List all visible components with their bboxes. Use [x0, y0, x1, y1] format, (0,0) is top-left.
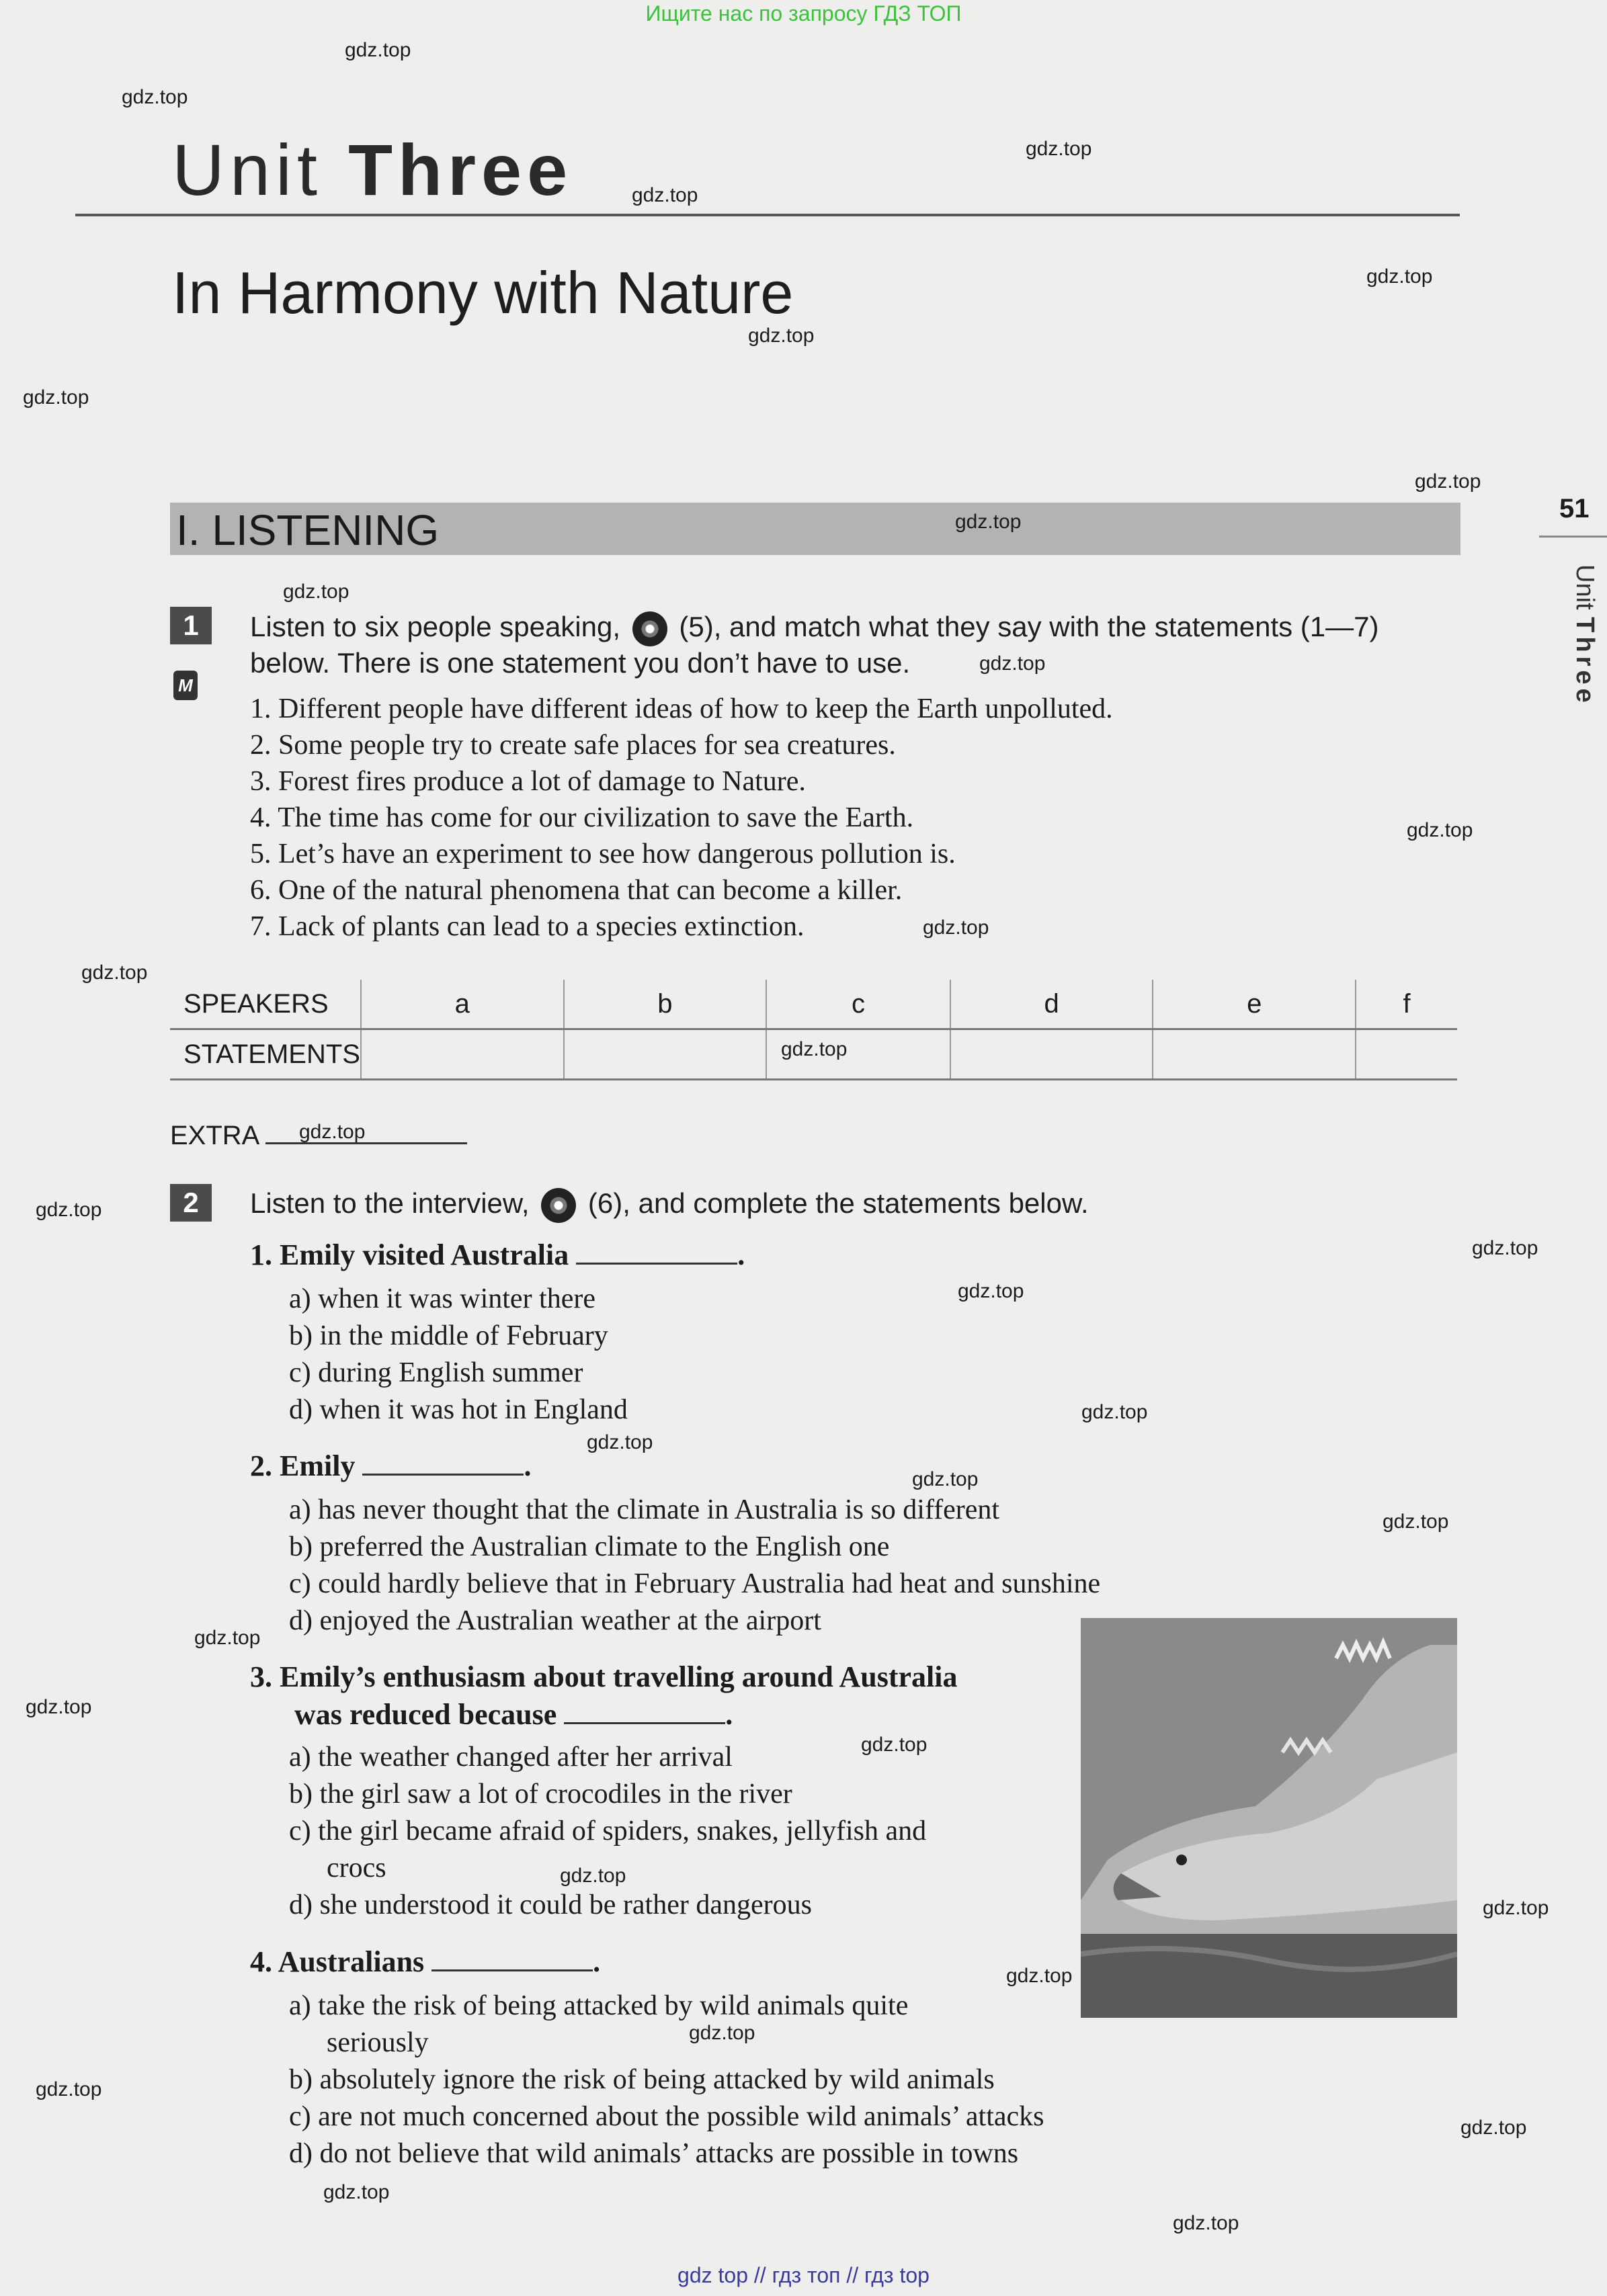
track-text: (5), and match what they say with the statements (1—7)	[679, 611, 1379, 642]
question-end: .	[737, 1238, 745, 1271]
list-item: 1. Different people have different ideas of how to keep the Earth unpolluted.	[250, 693, 1113, 724]
list-item: 5. Let’s have an experiment to see how dangerous pollution is.	[250, 839, 956, 869]
instruction-text: Listen to six people speaking,	[250, 611, 621, 642]
watermark: gdz.top	[923, 917, 989, 939]
speaker-cell: d	[950, 980, 1153, 1029]
list-item: 3. Forest fires produce a lot of damage to Nature.	[250, 766, 806, 797]
footer-links[interactable]: gdz top // гдз топ // гдз top	[677, 2263, 930, 2287]
question-stem-2: was reduced because	[294, 1698, 557, 1731]
option[interactable]: b) preferred the Australian climate to the English one	[289, 1531, 890, 1562]
speakers-label: SPEAKERS	[170, 980, 361, 1029]
question-number: 2.	[250, 1449, 272, 1482]
option[interactable]: b) in the middle of February	[289, 1320, 608, 1351]
question-2-options	[289, 1492, 1100, 1640]
crocodile-photo	[1081, 1618, 1457, 2018]
question-end: .	[725, 1698, 733, 1731]
answer-cell[interactable]	[950, 1029, 1153, 1080]
speaker-cell: b	[564, 980, 767, 1029]
answer-blank[interactable]	[362, 1453, 524, 1476]
extra-blank[interactable]	[265, 1122, 467, 1144]
cd-audio-icon[interactable]	[541, 1188, 576, 1223]
option[interactable]: d) enjoyed the Australian weather at the airport	[289, 1605, 821, 1636]
question-2	[250, 1447, 531, 1485]
watermark: gdz.top	[955, 511, 1022, 533]
side-unit-word: Unit	[1571, 564, 1599, 610]
watermark: gdz.top	[122, 86, 188, 108]
option[interactable]: a) the weather changed after her arrival	[289, 1742, 733, 1773]
list-item: 2. Some people try to create safe places for sea creatures.	[250, 730, 896, 761]
instruction-text-2: (6), and complete the statements below.	[587, 1187, 1089, 1219]
option[interactable]: c) are not much concerned about the possible wild animals’ attacks	[289, 2101, 1044, 2132]
section-title: I. LISTENING	[176, 506, 440, 554]
speaker-cell: a	[361, 980, 564, 1029]
watermark: gdz.top	[1006, 1965, 1073, 1987]
option[interactable]: a) take the risk of being attacked by wild animals quite	[289, 1990, 909, 2021]
option[interactable]: c) could hardly believe that in February Australia had heat and sunshine	[289, 1568, 1101, 1599]
watermark: gdz.top	[36, 2078, 102, 2100]
option[interactable]: a) has never thought that the climate in Australia is so different	[289, 1494, 1000, 1525]
answer-blank[interactable]	[576, 1242, 737, 1265]
watermark: gdz.top	[1173, 2212, 1239, 2234]
exercise-1-instruction	[250, 610, 1473, 680]
exercise-2-number: 2	[170, 1184, 212, 1222]
exercise-2-instruction	[250, 1187, 1473, 1223]
question-1-options	[289, 1281, 628, 1429]
question-1	[250, 1236, 745, 1274]
watermark: gdz.top	[299, 1121, 366, 1143]
watermark: gdz.top	[1383, 1511, 1449, 1533]
watermark: gdz.top	[1081, 1401, 1148, 1423]
speaker-cell: e	[1153, 980, 1356, 1029]
watermark: gdz.top	[1415, 470, 1481, 493]
watermark: gdz.top	[979, 652, 1046, 675]
watermark: gdz.top	[1460, 2117, 1527, 2139]
question-stem: Australians	[278, 1945, 425, 1978]
watermark: gdz.top	[194, 1627, 261, 1649]
statements-label: STATEMENTS	[170, 1029, 361, 1080]
unit-number: Three	[348, 129, 573, 210]
question-end: .	[593, 1945, 601, 1978]
m-marker-icon: M	[173, 671, 198, 700]
watermark: gdz.top	[283, 581, 349, 603]
watermark: gdz.top	[587, 1431, 653, 1453]
watermark: gdz.top	[1407, 819, 1473, 841]
question-3	[250, 1658, 957, 1734]
watermark: gdz.top	[81, 962, 148, 984]
watermark: gdz.top	[632, 184, 698, 206]
watermark: gdz.top	[1483, 1897, 1549, 1919]
title-divider	[75, 214, 1460, 216]
option-continuation: seriously	[327, 2027, 429, 2058]
watermark: gdz.top	[689, 2022, 755, 2044]
watermark: gdz.top	[912, 1468, 979, 1490]
question-4-options	[289, 1988, 1044, 2172]
watermark: gdz.top	[23, 386, 89, 409]
cd-audio-icon[interactable]	[632, 611, 667, 646]
list-item: 7. Lack of plants can lead to a species extinction.	[250, 911, 805, 942]
watermark: gdz.top	[748, 325, 815, 347]
answer-cell[interactable]	[361, 1029, 564, 1080]
speaker-cell: c	[766, 980, 950, 1029]
crocodile-illustration	[1081, 1618, 1457, 2018]
speaker-cell: f	[1356, 980, 1457, 1029]
list-item: 6. One of the natural phenomena that can become a killer.	[250, 875, 903, 906]
option[interactable]: d) do not believe that wild animals’ attacks are possible in towns	[289, 2138, 1019, 2169]
page-number-divider	[1539, 536, 1607, 538]
exercise-1-number: 1	[170, 607, 212, 644]
statements-list	[250, 691, 1393, 945]
watermark: gdz.top	[323, 2181, 390, 2203]
watermark: gdz.top	[781, 1038, 848, 1060]
question-4	[250, 1943, 600, 1981]
question-number: 3.	[250, 1660, 272, 1693]
option[interactable]: b) absolutely ignore the risk of being attacked by wild animals	[289, 2064, 995, 2095]
answer-blank[interactable]	[564, 1702, 725, 1724]
page-number: 51	[1559, 494, 1590, 523]
option[interactable]: c) the girl became afraid of spiders, snakes, jellyfish and	[289, 1816, 927, 1846]
top-banner[interactable]: Ищите нас по запросу ГДЗ ТОП	[645, 1, 962, 26]
answer-cell[interactable]	[564, 1029, 767, 1080]
extra-label: EXTRA	[170, 1121, 259, 1150]
watermark: gdz.top	[1472, 1237, 1538, 1259]
option-continuation: crocs	[327, 1853, 386, 1883]
page-title: In Harmony with Nature	[172, 259, 794, 326]
watermark: gdz.top	[1366, 265, 1433, 288]
question-number: 4.	[250, 1945, 272, 1978]
option[interactable]: b) the girl saw a lot of crocodiles in the river	[289, 1779, 792, 1810]
answer-blank[interactable]	[431, 1949, 593, 1971]
question-number: 1.	[250, 1238, 272, 1271]
question-stem: Emily’s enthusiasm about travelling around Australia	[280, 1660, 958, 1693]
question-stem: Emily	[280, 1449, 356, 1482]
watermark: gdz.top	[861, 1734, 928, 1756]
option[interactable]: a) when it was winter there	[289, 1283, 595, 1314]
instruction-text-2: below. There is one statement you don’t have to use.	[250, 646, 911, 679]
list-item: 4. The time has come for our civilization to save the Earth.	[250, 802, 914, 833]
instruction-text: Listen to the interview,	[250, 1187, 530, 1219]
watermark: gdz.top	[958, 1280, 1024, 1302]
option[interactable]: c) during English summer	[289, 1357, 583, 1388]
watermark: gdz.top	[1026, 138, 1092, 160]
option[interactable]: d) when it was hot in England	[289, 1394, 628, 1425]
unit-heading	[172, 128, 573, 212]
answer-cell[interactable]	[1356, 1029, 1457, 1080]
matching-table	[170, 980, 1457, 1080]
watermark: gdz.top	[26, 1696, 92, 1718]
side-unit-number: Three	[1571, 617, 1599, 707]
watermark: gdz.top	[560, 1865, 626, 1887]
unit-word: Unit	[172, 129, 323, 210]
watermark: gdz.top	[345, 39, 411, 61]
question-end: .	[524, 1449, 532, 1482]
watermark: gdz.top	[36, 1199, 102, 1221]
answer-cell[interactable]	[1153, 1029, 1356, 1080]
question-3-options	[289, 1739, 926, 1924]
table-row	[170, 980, 1457, 1029]
question-stem: Emily visited Australia	[280, 1238, 569, 1271]
option[interactable]: d) she understood it could be rather dangerous	[289, 1889, 812, 1920]
